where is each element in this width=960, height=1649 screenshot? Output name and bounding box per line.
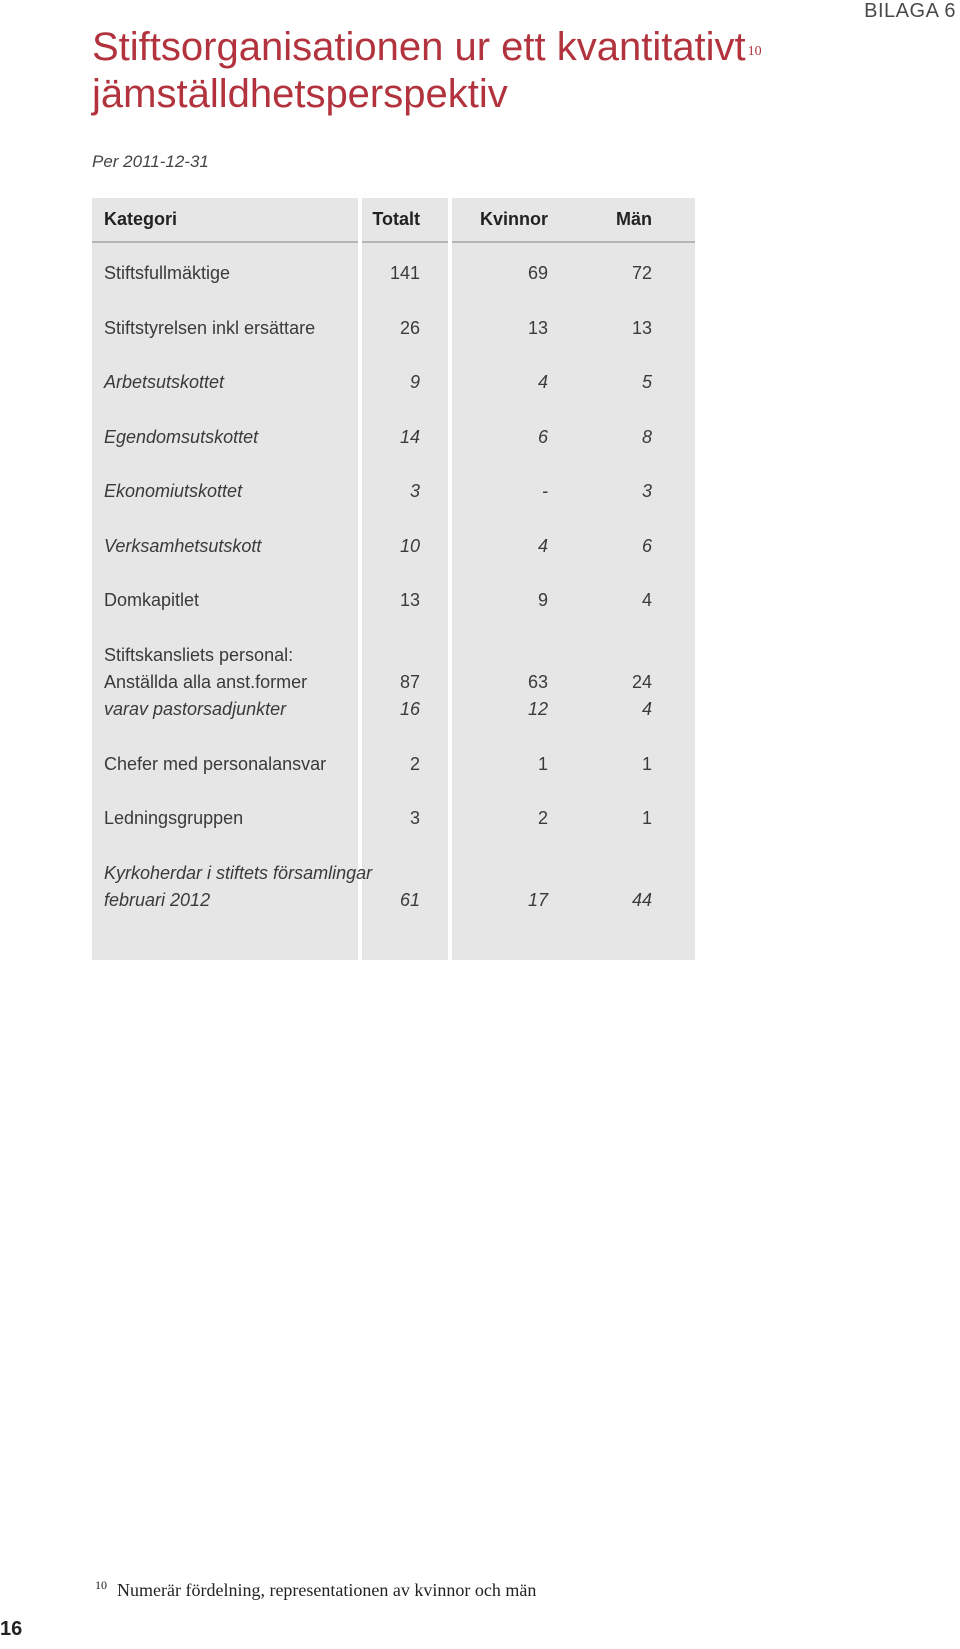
cell-kvinnor: 63 bbox=[527, 672, 548, 692]
cell-man: 1 bbox=[641, 808, 652, 828]
cell-man: 13 bbox=[631, 318, 652, 338]
row-label: Stiftskansliets personal: bbox=[104, 645, 294, 665]
row-label: varav pastorsadjunkter bbox=[104, 699, 287, 719]
cell-totalt: 3 bbox=[409, 481, 420, 501]
cell-kvinnor: 13 bbox=[527, 318, 548, 338]
cell-man: 6 bbox=[641, 536, 652, 556]
cell-man: 1 bbox=[641, 754, 652, 774]
cell-totalt: 14 bbox=[399, 427, 420, 447]
cell-totalt: 10 bbox=[399, 536, 420, 556]
cell-kvinnor: 4 bbox=[537, 536, 548, 556]
row-label: Egendomsutskottet bbox=[104, 427, 259, 447]
cell-man: 3 bbox=[641, 481, 652, 501]
cell-man: 5 bbox=[641, 372, 652, 392]
column-header-kategori: Kategori bbox=[104, 209, 178, 229]
row-label: Verksamhetsutskott bbox=[104, 536, 262, 556]
cell-totalt: 141 bbox=[389, 263, 420, 283]
cell-totalt: 3 bbox=[409, 808, 420, 828]
cell-kvinnor: 9 bbox=[537, 590, 548, 610]
title-footnote-ref: 10 bbox=[747, 44, 762, 59]
cell-totalt: 61 bbox=[399, 890, 420, 910]
cell-totalt: 9 bbox=[409, 372, 420, 392]
cell-kvinnor: 4 bbox=[537, 372, 548, 392]
cell-totalt: 87 bbox=[399, 672, 420, 692]
cell-kvinnor: 12 bbox=[527, 699, 548, 719]
header-divider bbox=[362, 241, 448, 243]
cell-man: 44 bbox=[631, 890, 652, 910]
cell-kvinnor: 1 bbox=[537, 754, 548, 774]
table-column-totalt-bg bbox=[362, 198, 448, 960]
row-label: Arbetsutskottet bbox=[104, 372, 225, 392]
cell-man: 72 bbox=[631, 263, 652, 283]
row-label: Anställda alla anst.former bbox=[104, 672, 308, 692]
appendix-label: BILAGA 6 bbox=[864, 0, 956, 22]
table-column-kvinnor-man-bg bbox=[452, 198, 695, 960]
cell-man: 24 bbox=[631, 672, 652, 692]
footnote-number: 10 bbox=[95, 1578, 107, 1592]
row-label: Stiftstyrelsen inkl ersättare bbox=[104, 318, 316, 338]
row-label: Ekonomiutskottet bbox=[104, 481, 243, 501]
table-column-kategori-bg bbox=[92, 198, 358, 960]
cell-kvinnor: - bbox=[542, 481, 548, 501]
cell-totalt: 2 bbox=[409, 754, 420, 774]
cell-totalt: 16 bbox=[399, 699, 420, 719]
cell-kvinnor: 69 bbox=[527, 263, 548, 283]
cell-man: 4 bbox=[641, 590, 652, 610]
column-header-totalt: Totalt bbox=[372, 209, 420, 229]
cell-man: 8 bbox=[641, 427, 652, 447]
row-label: februari 2012 bbox=[104, 890, 211, 910]
column-header-man: Män bbox=[616, 209, 652, 229]
cell-man: 4 bbox=[641, 699, 652, 719]
cell-kvinnor: 17 bbox=[527, 890, 548, 910]
cell-totalt: 26 bbox=[399, 318, 420, 338]
row-label: Domkapitlet bbox=[104, 590, 200, 610]
page-title bbox=[92, 24, 762, 118]
cell-totalt: 13 bbox=[399, 590, 420, 610]
row-label: Kyrkoherdar i stiftets församlingar bbox=[104, 863, 373, 883]
row-label: Stiftsfullmäktige bbox=[104, 263, 231, 283]
footnote bbox=[95, 1580, 536, 1601]
cell-kvinnor: 2 bbox=[537, 808, 548, 828]
date-label: Per 2011-12-31 bbox=[92, 152, 209, 171]
title-line-2: jämställdhetsperspektiv bbox=[92, 72, 508, 116]
cell-kvinnor: 6 bbox=[537, 427, 548, 447]
row-label: Chefer med personalansvar bbox=[104, 754, 327, 774]
title-line-1: Stiftsorganisationen ur ett kvantitativt bbox=[92, 25, 746, 69]
footnote-text: Numerär fördelning, representationen av kvinnor och män bbox=[117, 1580, 537, 1600]
header-divider bbox=[92, 241, 358, 243]
column-header-kvinnor: Kvinnor bbox=[479, 209, 548, 229]
page-number: 16 bbox=[0, 1618, 23, 1640]
row-label: Ledningsgruppen bbox=[104, 808, 244, 828]
header-divider bbox=[452, 241, 695, 243]
